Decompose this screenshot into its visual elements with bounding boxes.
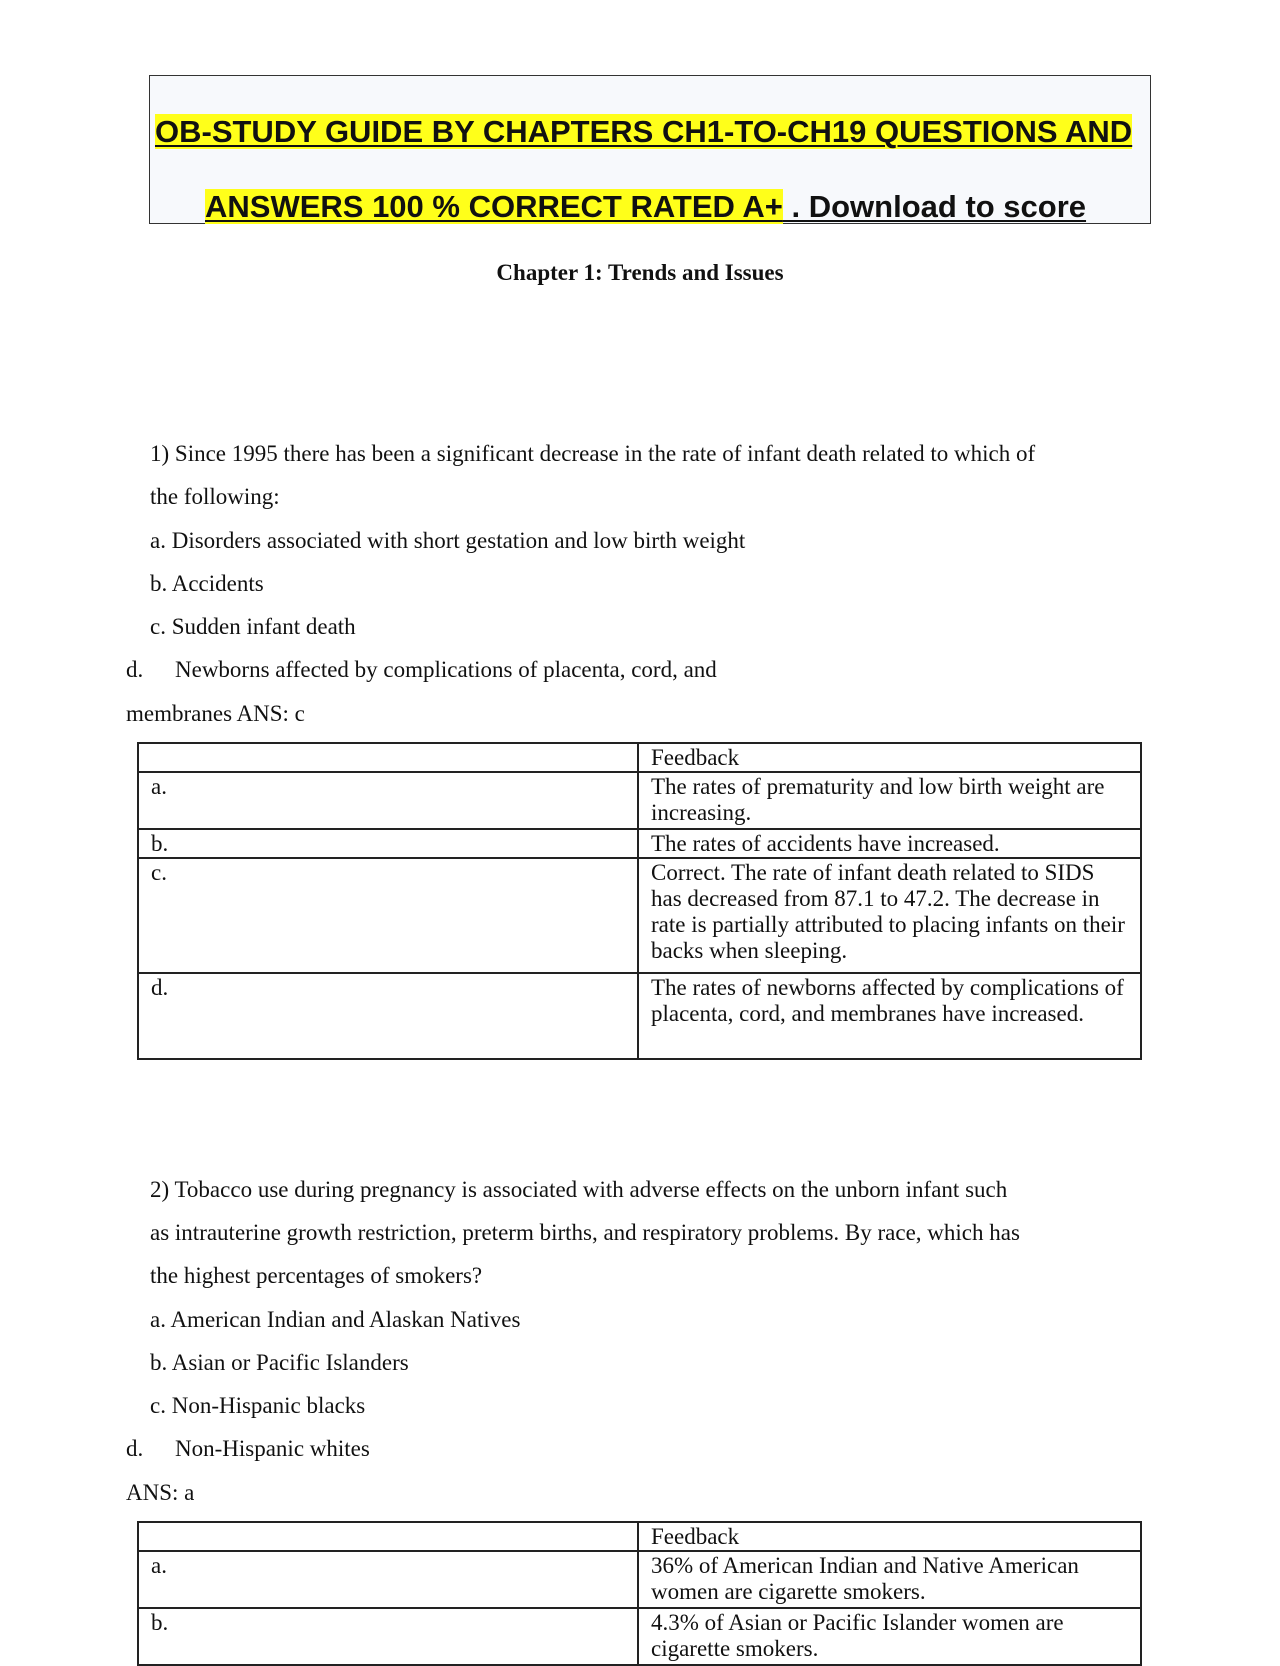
table-row	[138, 1551, 1141, 1608]
title-highlighted-text: ANSWERS 100 % CORRECT RATED A+	[205, 189, 783, 224]
table-header-feedback: Feedback	[638, 1522, 1141, 1551]
table-row	[138, 772, 1141, 829]
question-1-option-a: a. Disorders associated with short gestation and low birth weight	[150, 528, 746, 553]
option-letter-cell: a.	[138, 772, 638, 829]
question-2-option-c: c. Non-Hispanic blacks	[150, 1393, 366, 1418]
question-2-feedback-table	[137, 1521, 1142, 1666]
title-highlighted-text: OB-STUDY GUIDE BY CHAPTERS CH1-TO-CH19 QUESTIONS AND	[155, 114, 1133, 149]
option-letter-cell: d.	[138, 973, 638, 1059]
question-1-option-d-letter: d.	[126, 657, 144, 682]
question-1-option-c: c. Sudden infant death	[150, 614, 356, 639]
feedback-cell: The rates of newborns affected by complications of placenta, cord, and membranes have increased.	[638, 973, 1141, 1059]
table-header-feedback: Feedback	[638, 743, 1141, 772]
table-cell-empty	[138, 743, 638, 772]
question-1-stem-line-1: 1) Since 1995 there has been a significant decrease in the rate of infant death related to which of	[150, 441, 1036, 466]
option-letter-cell: b.	[138, 1608, 638, 1665]
feedback-cell: The rates of prematurity and low birth weight are increasing.	[638, 772, 1141, 829]
chapter-heading: Chapter 1: Trends and Issues	[496, 260, 784, 285]
option-letter-cell: b.	[138, 829, 638, 858]
table-header-row	[138, 743, 1141, 772]
table-row	[138, 858, 1141, 973]
feedback-cell: The rates of accidents have increased.	[638, 829, 1141, 858]
question-1-stem-line-2: the following:	[150, 484, 280, 509]
question-2-option-d-text: Non-Hispanic whites	[175, 1436, 370, 1461]
question-2-stem-line-2: as intrauterine growth restriction, preterm births, and respiratory problems. By race, which has	[150, 1220, 1020, 1245]
document-title-box	[149, 75, 1151, 224]
table-row	[138, 973, 1141, 1059]
question-2-option-d-letter: d.	[126, 1436, 144, 1461]
table-row	[138, 829, 1141, 858]
question-1-option-d-text: Newborns affected by complications of placenta, cord, and	[175, 657, 717, 682]
title-line-1	[155, 114, 1132, 150]
download-link[interactable]: . Download to score	[782, 189, 1087, 224]
table-cell-empty	[138, 1522, 638, 1551]
option-letter-cell: a.	[138, 1551, 638, 1608]
question-2-answer: ANS: a	[126, 1480, 195, 1505]
feedback-cell: 4.3% of Asian or Pacific Islander women are cigarette smokers.	[638, 1608, 1141, 1665]
table-row	[138, 1608, 1141, 1665]
question-2-stem-line-3: the highest percentages of smokers?	[150, 1263, 483, 1288]
question-2-option-b: b. Asian or Pacific Islanders	[150, 1350, 409, 1375]
option-letter-cell: c.	[138, 858, 638, 973]
title-line-2	[205, 189, 1086, 225]
table-header-row	[138, 1522, 1141, 1551]
question-1-feedback-table	[137, 742, 1142, 1060]
question-2-stem-line-1: 2) Tobacco use during pregnancy is associated with adverse effects on the unborn infant such	[150, 1177, 1008, 1202]
feedback-cell: Correct. The rate of infant death related to SIDS has decreased from 87.1 to 47.2. The decrease in rate is partially attributed to placing infants on their backs when sleeping.	[638, 858, 1141, 973]
question-1-answer: membranes ANS: c	[126, 701, 305, 726]
feedback-cell: 36% of American Indian and Native American women are cigarette smokers.	[638, 1551, 1141, 1608]
question-1-option-b: b. Accidents	[150, 571, 264, 596]
question-2-option-a: a. American Indian and Alaskan Natives	[150, 1307, 521, 1332]
